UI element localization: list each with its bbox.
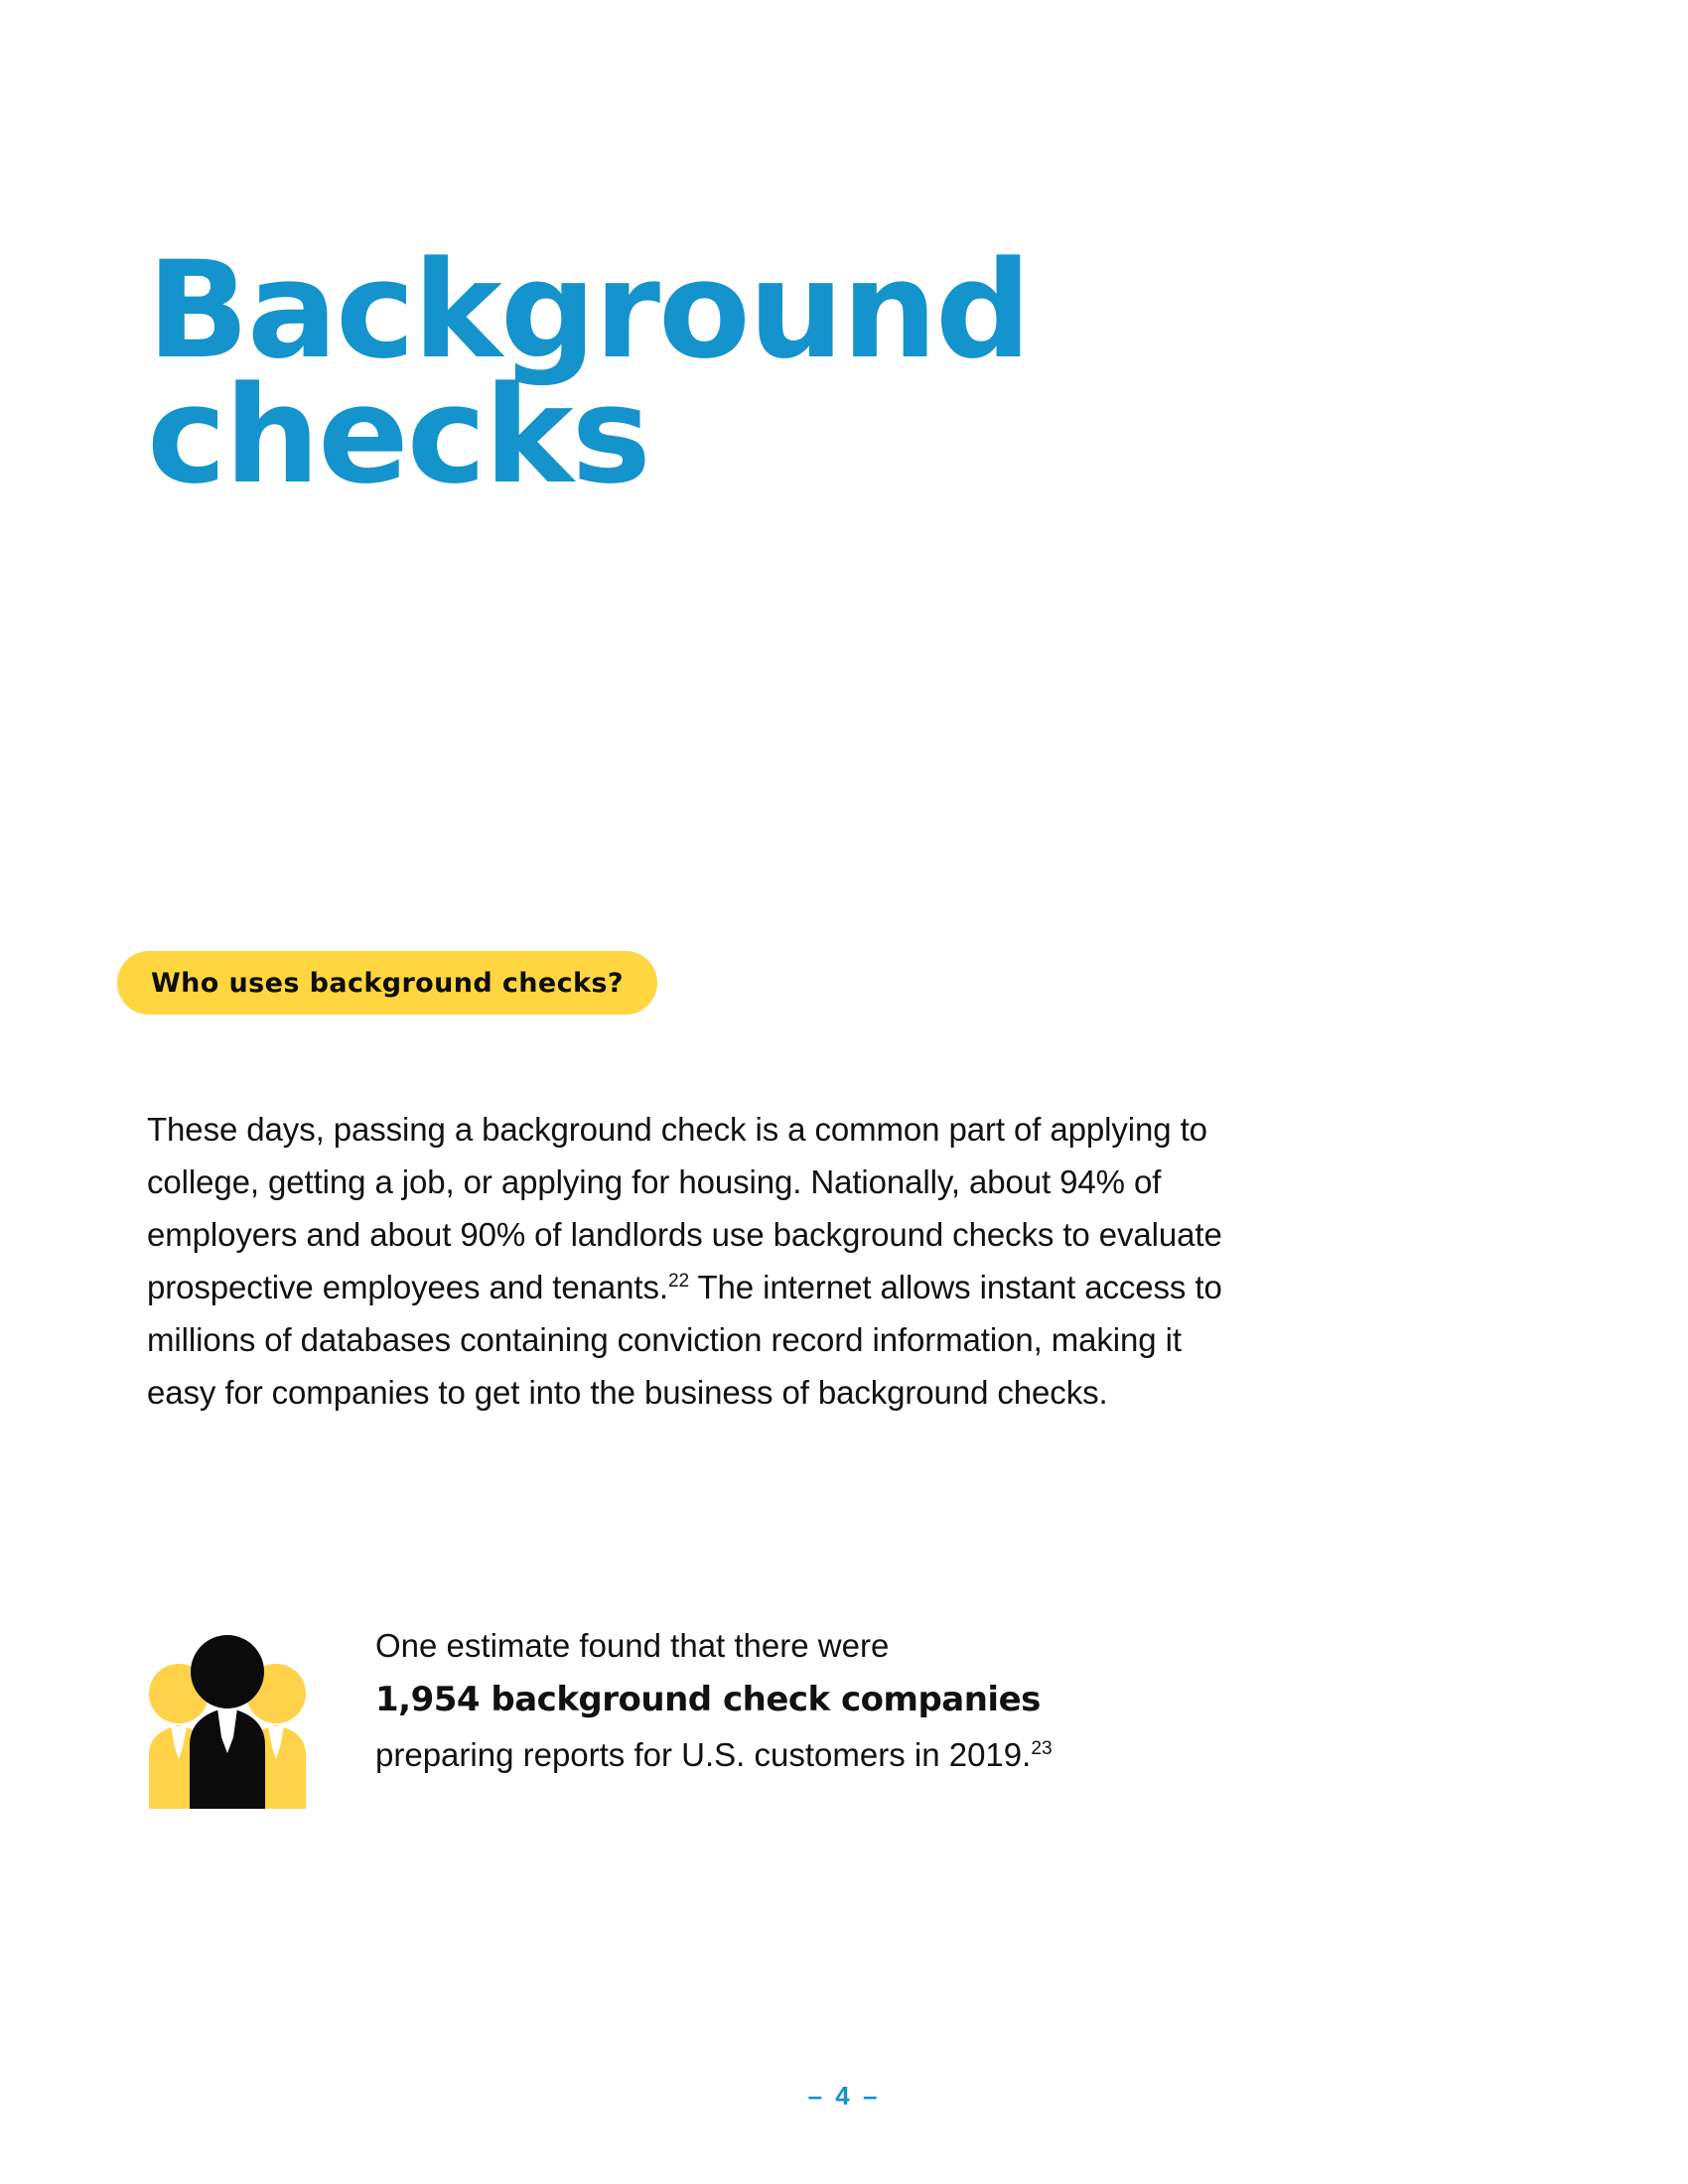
- group-of-people-icon: [147, 1628, 308, 1809]
- statistic-text: [375, 1618, 1269, 1782]
- page-title-line-2: checks: [147, 356, 649, 513]
- section-heading-pill: [117, 951, 657, 1015]
- statistic-line-1: One estimate found that there were: [375, 1627, 890, 1664]
- body-paragraph-part-1: These days, passing a background check is a common part of applying to college, getting a job, or applying for housing. Nationally, about 94% of employers and about 90% of landlords use background checks to evaluate prospective employees and tenants.: [147, 1111, 1222, 1305]
- footnote-marker-23: 23: [1031, 1738, 1053, 1759]
- body-paragraph: [147, 1103, 1259, 1419]
- page-title-line-1: Background: [147, 232, 1030, 389]
- body-paragraph-part-2: The internet allows instant access to millions of databases containing conviction record information, making it easy for companies to get into the business of background checks.: [147, 1269, 1222, 1411]
- page-number: – 4 –: [807, 2081, 881, 2111]
- statistic-line-3-text: preparing reports for U.S. customers in 2019.: [375, 1736, 1032, 1773]
- statistic-line-2-highlight: 1,954 background check companies: [375, 1680, 1041, 1719]
- footnote-marker-22: 22: [667, 1271, 690, 1292]
- section-heading-label: Who uses background checks?: [151, 967, 624, 999]
- statistic-line-3: [375, 1727, 1269, 1782]
- page-title: [147, 232, 1239, 513]
